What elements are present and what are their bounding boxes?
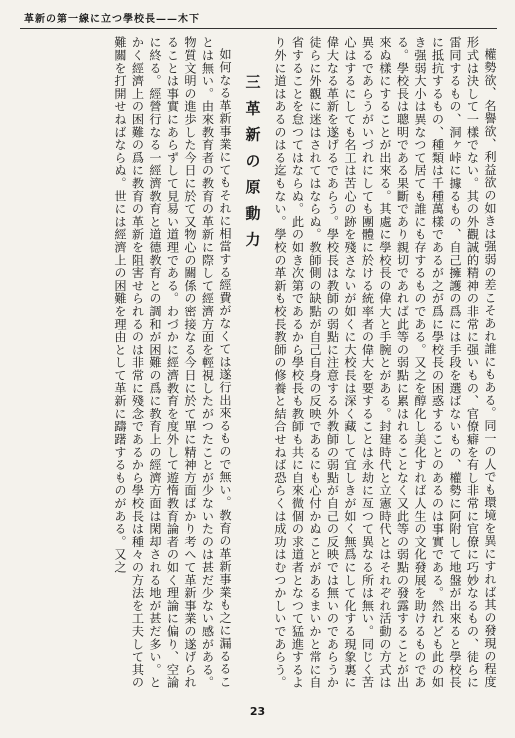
body-paragraph: 權勢欲、名譽欲、利益欲の如きは强弱の差こそあれ誰にもある。同一の人でも環境を異にすれば其の發現の程度形式は決して一樣でない。其の外觀誠的精神の非常に强いもの、官僚癖を有し非常に官僚に巧妙なるもの、徒らに雷同するもの、洞ヶ峠に據るもの、自己擁護の爲には手段を選ばないもの、權勢に阿附して地盤が出來ると學校長に抵抗するもの、種類は千種萬樣であるが之が爲に學校長の困惑することのあるのは事實である。然れども此の如き强弱大小は異なつて居ても誰にも存するものである。又之を醇化し美化すれば人生の文化發展を助けるものである。學校長は聰明である果斷であり親切であれば此等の弱點に累はれることなく又此等の弱點の發露することが出來ぬ樣にすることが出來る。其處に學校長の偉大と手腕とがある。封建時代と立憲時代とはそれぞれ活動の方式は異るであらうがいづれにしても團體に於ける統率者の偉大を要することは永劫に亙つて異なる所は無い。同じく苦心はするにしても名工は苦心の跡を殘さないが如くに大校長は深く藏して宜しきが如く無爲にして化する現象裏に偉大なる革新を遂げるであらう。學校長は教師の弱點に注意する外教師の弱點が自己の反映では無いのであらうか徒らに外觀に迷はされてはならぬ。教師側の缺點が自己自身の反映であるにも心付かぬことがあるまいかと常に自省することを怠つてはならぬ。此の如き次第であるから學校長も教師も共に自來微個の求道者となつて猛進するより外に道はあるのはる迄もない。學校の革新も校長教師の修養と結合せねば恐らくは成功はむつかしいであらう。 (273, 36, 497, 689)
body-text (38, 36, 498, 691)
running-head: 革新の第一線に立つ學校長——木下 (24, 14, 200, 25)
body-paragraph: 如何なる革新事業にてもそれに相當する經費がなくては遂行出來るもので無い。教育の革新事業も之に漏るることは無い。由來教育者の教育の革新に際して經濟方面を輕視したがつたことが少ないたのは甚だ少ない感がある。物質文明の進歩した今日に於て又物心の關係の密接なる今日に於て單に精神方面ばかり考へて革新事業の遂げられることは事實にあらずして見易い道理である。わづかに經濟教育を度外して遊惰教育論者の如く理論に偏り、空論に終る。經營行なる一經濟教育と道德教育との調和が困難の爲に教育上の經濟方面は閑却される地が甚だ多い。とかく經濟上の困難の爲に教育の革新を阻害せられるのは非常に殘念であるから學校長は種々の方法を工夫して其の難關を打開せねばならぬ。世には經濟上の困難を理由として革新に躊躇するものがある。又之 (113, 36, 232, 689)
section-heading: 三 革 新 の 原 動 力 (243, 73, 262, 249)
header-rule (20, 28, 497, 29)
page-number: 23 (249, 705, 266, 718)
